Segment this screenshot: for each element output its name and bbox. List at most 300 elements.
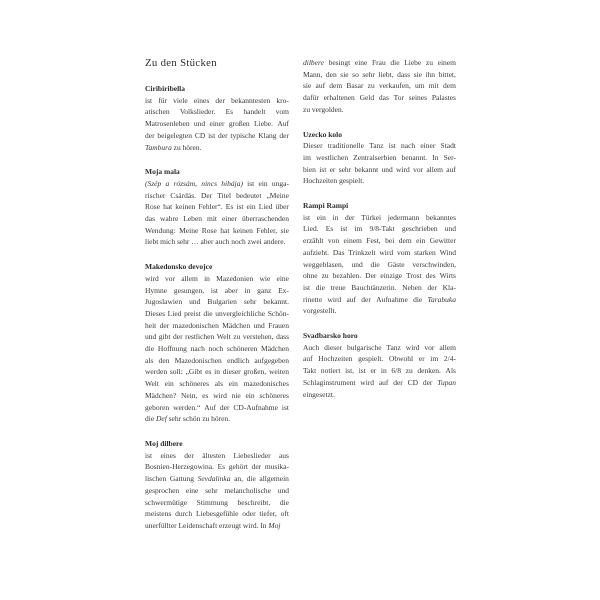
text-line (303, 294, 456, 306)
word: ist (210, 285, 218, 295)
word: schön (182, 414, 201, 424)
word: Frau (372, 58, 386, 67)
word: Volkslieder. (179, 107, 216, 117)
word: in (244, 285, 251, 295)
word: noch (231, 237, 246, 247)
word: bittet, (438, 69, 456, 79)
word: notiert (320, 366, 341, 376)
word: lischen (145, 474, 167, 484)
word: CD-Aufnahme (233, 402, 278, 412)
word: keinen (232, 225, 253, 235)
word: auf (378, 377, 389, 387)
text-line (145, 190, 289, 202)
word: Stadt (440, 141, 456, 151)
text-line (303, 247, 456, 259)
text-line (145, 213, 289, 225)
song-section (303, 57, 456, 116)
text-line (145, 201, 289, 213)
word: eine (185, 485, 199, 495)
word: und (351, 259, 363, 269)
word: kro- (276, 95, 289, 105)
text-line (303, 69, 456, 81)
word: mich (160, 237, 176, 247)
word: ist, (345, 366, 355, 376)
word: bekanntes (426, 212, 456, 222)
word: aufzieht. (303, 247, 330, 257)
word: typische (230, 130, 256, 140)
text-line (145, 130, 289, 142)
word: sehr (176, 237, 190, 247)
word: sie (340, 69, 349, 79)
word: geboren (145, 402, 170, 412)
word: ältesten (202, 450, 226, 460)
word: bien (303, 164, 316, 174)
word: wird (379, 247, 394, 257)
word: Hoffnung (157, 344, 187, 354)
word: bedeutet (236, 190, 262, 200)
word: die (315, 282, 325, 292)
text-line (145, 508, 289, 520)
word: Matrosenleben (145, 119, 190, 129)
word: Obwohl (388, 354, 414, 364)
text-line (145, 343, 289, 355)
word: endlich (227, 355, 250, 365)
word: Liebe (404, 58, 422, 67)
word: weiten (268, 367, 289, 377)
word: verstehen, (242, 332, 274, 342)
word: dilbere (303, 58, 324, 67)
word: melancholische (224, 485, 272, 495)
word: es (202, 390, 209, 400)
word: Rose (145, 202, 160, 212)
word: mazedonischen (172, 320, 219, 330)
word: gespielt. (338, 176, 365, 186)
word: weggeblasen, (303, 259, 344, 269)
word: verschwinden, (412, 259, 456, 269)
word: Mädchen (222, 320, 251, 330)
word: Gattung (169, 474, 194, 484)
text-line (303, 80, 456, 92)
word: Welt (216, 332, 231, 342)
word: Kla- (442, 282, 456, 292)
word: Das (332, 247, 345, 257)
word: zwei (247, 237, 262, 247)
text-line (145, 285, 289, 297)
word: sie (303, 81, 312, 91)
word: die (390, 58, 400, 67)
word: und (381, 164, 393, 174)
word: schöneres (179, 379, 210, 389)
word: und (145, 332, 157, 342)
word: er (418, 354, 425, 364)
word: Meine (179, 225, 199, 235)
word: in (380, 366, 387, 376)
word: liebt (145, 237, 159, 247)
word: zu (425, 58, 433, 67)
song-section (303, 129, 456, 188)
text-line (145, 273, 289, 285)
text-line (145, 473, 289, 485)
text-line (303, 305, 456, 317)
word: mit (428, 81, 439, 91)
word: ganz (257, 285, 272, 295)
text-line (303, 342, 456, 354)
word: ist (303, 282, 311, 292)
word: Es (217, 462, 226, 472)
word: Bulgarien (207, 297, 237, 307)
word: wird (327, 294, 342, 304)
text-line (303, 212, 456, 224)
word: vom (396, 247, 411, 257)
word: der (219, 402, 230, 412)
word: ist (145, 450, 153, 460)
word: unerfüllter (145, 520, 177, 530)
word: Schön- (267, 308, 289, 318)
word: zu (233, 332, 241, 342)
text-line (145, 95, 289, 107)
word: Mädchen? (145, 390, 177, 400)
text-line (303, 57, 456, 69)
word: Sevdalinka (197, 474, 231, 484)
word: aber (200, 237, 214, 247)
word: Geld (359, 93, 375, 103)
word: im (430, 354, 439, 364)
text-line (145, 118, 289, 130)
word: gespielt. (358, 354, 384, 364)
word: hat (220, 225, 230, 235)
word: ist (145, 95, 153, 105)
word: denken. (417, 366, 441, 376)
word: Türkei (361, 212, 382, 222)
word: sehr (338, 164, 352, 174)
word: ist (340, 224, 348, 234)
word: rinette (303, 294, 323, 304)
left-column (145, 57, 289, 545)
word: auf (303, 354, 313, 364)
song-section-heading: Rampi Rampi (303, 201, 349, 211)
word: der (361, 294, 371, 304)
song-section-heading: Moja mala (145, 167, 180, 177)
word: zu (202, 414, 210, 424)
text-line (145, 331, 289, 343)
word: der (217, 130, 228, 140)
word: zu (303, 104, 311, 114)
word: Liebesgefühle (195, 509, 239, 519)
word: das (378, 93, 389, 103)
word: in (332, 212, 339, 222)
word: im (303, 152, 311, 162)
text-line (145, 378, 289, 390)
word: rischer (145, 190, 166, 200)
word: Es (225, 202, 234, 212)
text-line (303, 389, 456, 401)
word: allem (439, 342, 456, 352)
word: bekannt. (263, 297, 289, 307)
word: Mazedonien (216, 273, 254, 283)
word: der (344, 212, 355, 222)
word: „Gibt (185, 367, 203, 377)
word: keinen (175, 202, 196, 212)
word: Liebeslieder (233, 450, 271, 460)
word: 2/4- (443, 354, 456, 364)
word: dieser (324, 342, 343, 352)
song-section (145, 83, 289, 153)
word: Aufnahme (376, 294, 408, 304)
word: Tambura (145, 142, 172, 152)
text-line (145, 296, 289, 308)
word: ein (245, 390, 255, 400)
word: unvergleichliche (215, 308, 266, 318)
word: ist (358, 366, 366, 376)
word: vor (413, 164, 424, 174)
word: In (260, 520, 267, 530)
text-line (145, 413, 289, 425)
word: den (325, 69, 337, 79)
word: gesprochen (145, 485, 180, 495)
word: für (158, 95, 167, 105)
word: allem (181, 273, 198, 283)
word: eine (276, 273, 289, 283)
word: sehr (362, 69, 375, 79)
word: und (189, 297, 201, 307)
word: oder (242, 509, 256, 519)
word: Rose (201, 225, 217, 235)
text-line (303, 270, 456, 282)
text-line (145, 106, 289, 118)
word: Frauen (268, 320, 289, 330)
word: hibája) (221, 178, 243, 188)
word: oft (280, 509, 289, 519)
word: er (329, 164, 336, 174)
word: Der (365, 271, 377, 281)
word: der (393, 377, 403, 387)
word: erhaltenen (323, 93, 355, 103)
word: Schlaginstrument (303, 377, 356, 387)
word: die (145, 344, 155, 354)
word: viele (173, 95, 188, 105)
word: Tupan (437, 377, 456, 387)
word: ist (388, 141, 396, 151)
word: In (432, 152, 439, 162)
text-line (145, 178, 289, 190)
word: er (370, 366, 377, 376)
text-line (303, 175, 456, 187)
word: der (215, 95, 225, 105)
word: sie (413, 69, 422, 79)
word: nie (231, 390, 241, 400)
word: Auf (277, 119, 289, 129)
word: und (444, 224, 456, 234)
text-line (145, 402, 289, 414)
word: Csárdás. (170, 190, 196, 200)
word: Gäste (387, 259, 405, 269)
word: Hochzeiten (303, 176, 338, 186)
song-section (303, 200, 456, 317)
word: vor (164, 273, 175, 283)
word: liebt, (378, 69, 394, 79)
word: Mazedonischen (174, 355, 222, 365)
word: Tanz (386, 342, 401, 352)
text-line (145, 308, 289, 320)
word: Ser- (443, 152, 456, 162)
word: beschreibt, (237, 497, 271, 507)
text-line (303, 377, 456, 389)
word: auf (315, 81, 326, 91)
word: werden (145, 367, 168, 377)
word: Fehler“. (198, 202, 223, 212)
word: über (275, 202, 289, 212)
word: der (159, 320, 170, 330)
word: gesungen, (173, 285, 205, 295)
word: dem (329, 81, 343, 91)
text-line (145, 520, 289, 532)
word: CD (407, 377, 419, 387)
word: bekannt (354, 164, 379, 174)
word: die (370, 259, 380, 269)
text-line (303, 259, 456, 271)
word: als (214, 379, 224, 389)
word: gehört (228, 462, 248, 472)
text-line (303, 223, 456, 235)
text-line (145, 485, 289, 497)
word: unga- (271, 178, 289, 188)
word: der (422, 377, 433, 387)
word: Lied. (303, 224, 319, 234)
word: bezahlen. (332, 271, 362, 281)
word: erzeugt (218, 520, 242, 530)
word: dafür (303, 93, 319, 103)
word: seines (408, 93, 428, 103)
word: in (214, 367, 220, 377)
word: nincs (201, 178, 218, 188)
word: Es (325, 224, 334, 234)
word: im (354, 224, 363, 234)
word: Moj (268, 520, 281, 530)
word: schöneres (259, 390, 289, 400)
word: sehr (168, 414, 182, 424)
word: die (203, 308, 213, 318)
word: eines (160, 450, 176, 460)
word: jedermann (387, 212, 420, 222)
word: Bauchtänzerin. (351, 282, 397, 292)
song-section (145, 261, 289, 425)
word: Wind (439, 247, 456, 257)
word: hören. (182, 142, 202, 152)
word: vorgestellt. (303, 306, 337, 316)
word: der (427, 282, 437, 292)
word: ein (416, 236, 426, 246)
text-line (145, 461, 289, 473)
word: beigelegten (157, 130, 192, 140)
word: handelt (243, 107, 266, 117)
word: einer (221, 214, 237, 224)
word: dem (398, 236, 412, 246)
word: auf (446, 164, 456, 174)
word: der (184, 450, 194, 460)
word: tiefer, (259, 509, 277, 519)
word: und (253, 320, 265, 330)
word: Auf (204, 402, 216, 412)
word: Es (225, 107, 234, 117)
word: Wirts (439, 271, 456, 281)
word: nach (190, 344, 205, 354)
text-line (145, 450, 289, 462)
word: einer (420, 141, 436, 151)
text-line (303, 164, 456, 176)
word: einem (343, 236, 362, 246)
word: allgemein (259, 474, 289, 484)
word: großen (228, 119, 250, 129)
word: Leben (183, 214, 203, 224)
word: Dieses (145, 308, 165, 318)
word: Gewitter (429, 236, 456, 246)
word: und (193, 119, 206, 129)
word: das (145, 214, 155, 224)
word: großen, (243, 367, 267, 377)
word: (Szép (145, 178, 162, 188)
word: ein (258, 178, 268, 188)
word: mit (206, 214, 217, 224)
song-section-heading: Ciribiribella (145, 84, 185, 93)
word: eingesetzt. (303, 389, 335, 399)
word: heit (145, 320, 157, 330)
word: Klang (258, 130, 277, 140)
word: zu (367, 81, 375, 91)
word: ein (246, 202, 256, 212)
right-column (303, 57, 456, 413)
word: starken (414, 247, 436, 257)
word: Als (445, 366, 456, 376)
text-line (303, 140, 456, 152)
word: aber (224, 285, 238, 295)
word: noch (208, 344, 224, 354)
word: wird (213, 390, 227, 400)
word: … (191, 237, 199, 247)
word: ist (303, 212, 311, 222)
word: und (277, 485, 289, 495)
word: Auch (303, 342, 320, 352)
text-line (145, 355, 289, 367)
text-line (145, 236, 289, 248)
word: preist (184, 308, 201, 318)
word: Tarabuka (427, 294, 456, 304)
text-line (145, 366, 289, 378)
word: sehr (205, 485, 218, 495)
word: Zentralserbien (353, 152, 397, 162)
left-column-sections (145, 83, 289, 532)
word: erzählt (303, 236, 324, 246)
word: musika- (264, 462, 289, 472)
word: meistens (145, 509, 172, 519)
word: einem (437, 58, 456, 67)
word: besingt (328, 58, 351, 67)
word: bekanntesten (231, 95, 271, 105)
word: Bosnien-Herzegowina. (145, 462, 214, 472)
word: die (145, 414, 155, 424)
word: Der (200, 190, 213, 200)
word: ist (208, 130, 216, 140)
text-line (145, 142, 289, 154)
word: von (327, 236, 340, 246)
song-section (303, 330, 456, 400)
word: ohne (303, 271, 318, 281)
word: soll: (169, 367, 183, 377)
word: „Meine (266, 190, 289, 200)
song-section-heading: Uzecko kolo (303, 129, 342, 139)
word: ist (319, 164, 327, 174)
song-section-heading: Svadbarsko horo (303, 331, 358, 341)
word: Titel (217, 190, 232, 200)
